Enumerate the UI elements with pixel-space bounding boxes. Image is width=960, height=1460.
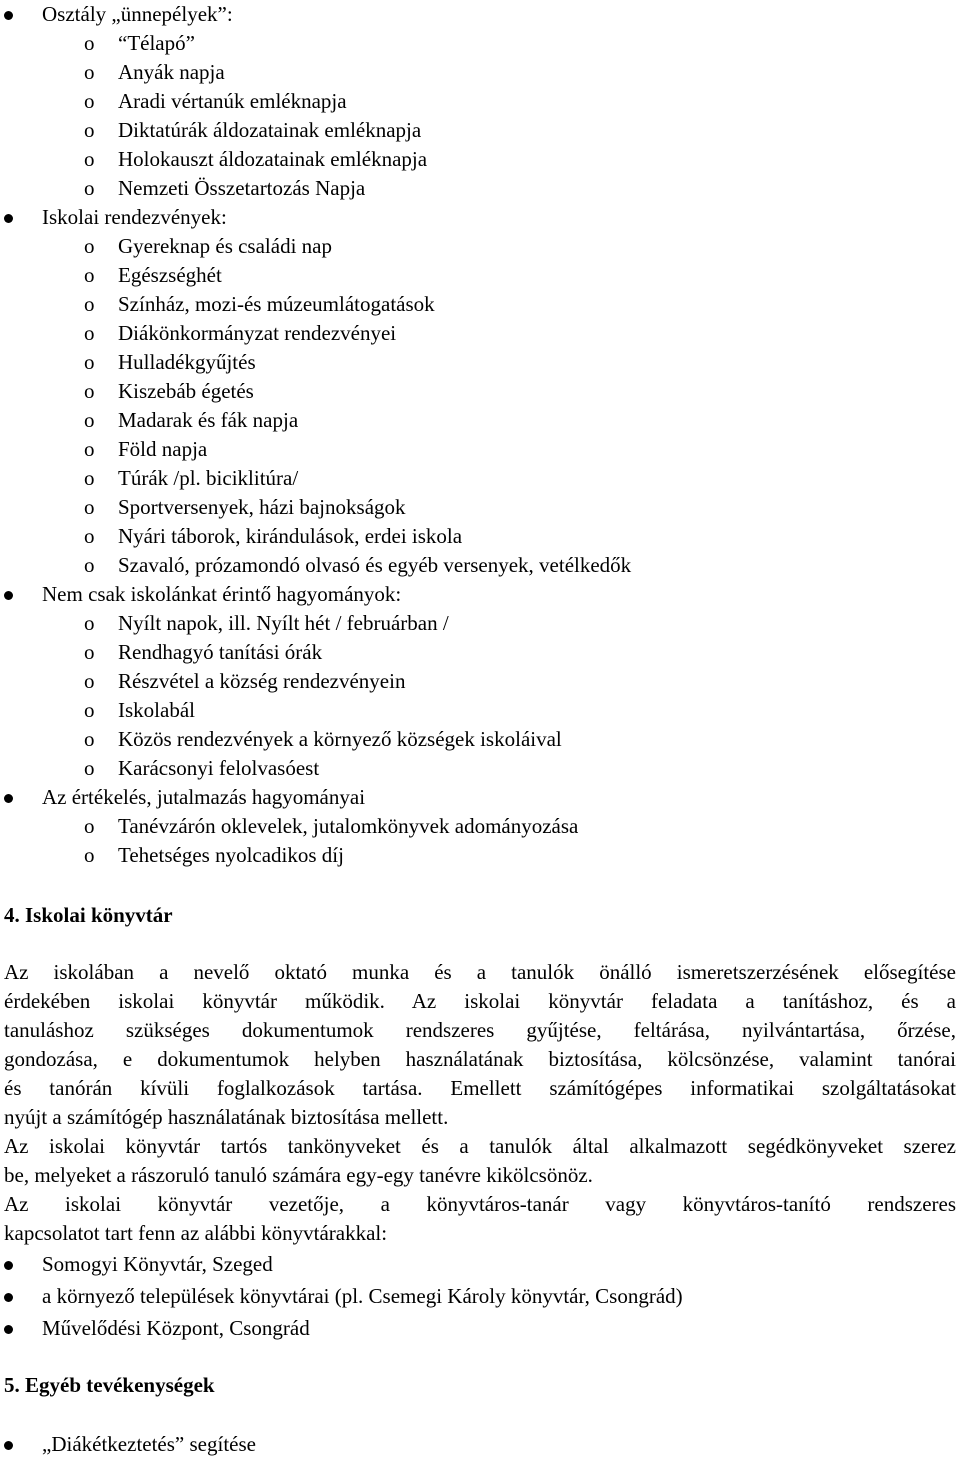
sub-bullet-marker: o: [84, 321, 95, 345]
paragraph-line: be, melyeket a rászoruló tanuló számára egy-egy tanévre kikölcsönöz.: [4, 1163, 593, 1187]
paragraph-line: és tanórán kívüli foglalkozások tartása. Emellett számítógépes informatikai szolgáltatásokat: [4, 1076, 956, 1100]
bullet-dot: [4, 1441, 13, 1450]
bullet-dot: [4, 11, 13, 20]
list-item-text: Nyári táborok, kirándulások, erdei iskola: [118, 524, 463, 548]
paragraph-line: gondozása, e dokumentumok helyben használatának biztosítása, kölcsönzése, valamint tanórai: [4, 1047, 956, 1071]
sub-bullet-marker: o: [84, 814, 95, 838]
list-item-text: Nyílt napok, ill. Nyílt hét / februárban /: [118, 611, 449, 635]
list-item-text: Részvétel a község rendezvényein: [118, 669, 406, 693]
sub-bullet-marker: o: [84, 350, 95, 374]
list-item-text: Kiszebáb égetés: [118, 379, 254, 403]
list-item-text: Föld napja: [118, 437, 208, 461]
paragraph-line: érdekében iskolai könyvtár működik. Az iskolai könyvtár feladata a tanításhoz, és a: [4, 989, 956, 1013]
sub-bullet-marker: o: [84, 31, 95, 55]
sub-bullet-marker: o: [84, 698, 95, 722]
paragraph-line: Az iskolai könyvtár tartós tankönyveket és a tanulók által alkalmazott segédkönyveket szerez: [4, 1134, 956, 1158]
list-item-text: Hulladékgyűjtés: [118, 350, 256, 374]
sub-bullet-marker: o: [84, 60, 95, 84]
list-item-text: Az értékelés, jutalmazás hagyományai: [42, 785, 366, 809]
list-item-text: Madarak és fák napja: [118, 408, 299, 432]
list-item-text: Karácsonyi felolvasóest: [118, 756, 320, 780]
list-item-text: Színház, mozi-és múzeumlátogatások: [118, 292, 435, 316]
sub-bullet-marker: o: [84, 408, 95, 432]
list-item-text: Iskolabál: [118, 698, 195, 722]
list-item-text: Közös rendezvények a környező községek iskoláival: [118, 727, 562, 751]
sub-bullet-marker: o: [84, 466, 95, 490]
section-heading: 5. Egyéb tevékenységek: [4, 1373, 215, 1397]
sub-bullet-marker: o: [84, 89, 95, 113]
paragraph-line: tanuláshoz szükséges dokumentumok rendszeres gyűjtése, feltárása, nyilvántartása, őrzése,: [4, 1018, 956, 1042]
list-item-text: Túrák /pl. biciklitúra/: [118, 466, 299, 490]
sub-bullet-marker: o: [84, 611, 95, 635]
paragraph-line: Az iskolában a nevelő oktató munka és a tanulók önálló ismeretszerzésének elősegítése: [4, 960, 956, 984]
sub-bullet-marker: o: [84, 495, 95, 519]
sub-bullet-marker: o: [84, 234, 95, 258]
paragraph-line: Az iskolai könyvtár vezetője, a könyvtáros-tanár vagy könyvtáros-tanító rendszeres: [4, 1192, 956, 1216]
list-item-text: Diákönkormányzat rendezvényei: [118, 321, 397, 345]
bullet-dot: [4, 1293, 13, 1302]
list-item-text: Iskolai rendezvények:: [42, 205, 227, 229]
list-item-text: Tehetséges nyolcadikos díj: [118, 843, 344, 867]
sub-bullet-marker: o: [84, 437, 95, 461]
list-item-text: Rendhagyó tanítási órák: [118, 640, 323, 664]
sub-bullet-marker: o: [84, 727, 95, 751]
section-heading: 4. Iskolai könyvtár: [4, 903, 173, 927]
bullet-dot: [4, 1261, 13, 1270]
list-item-text: Anyák napja: [118, 60, 225, 84]
sub-bullet-marker: o: [84, 553, 95, 577]
sub-bullet-marker: o: [84, 263, 95, 287]
list-item-text: “Télapó”: [118, 31, 195, 55]
sub-bullet-marker: o: [84, 669, 95, 693]
sub-bullet-marker: o: [84, 640, 95, 664]
list-item-text: Nem csak iskolánkat érintő hagyományok:: [42, 582, 402, 606]
list-item-text: Szavaló, prózamondó olvasó és egyéb versenyek, vetélkedők: [118, 553, 632, 577]
paragraph: [4, 1132, 956, 1190]
paragraph-line: kapcsolatot tart fenn az alábbi könyvtárakkal:: [4, 1221, 388, 1245]
list-item-text: Egészséghét: [118, 263, 222, 287]
sub-bullet-marker: o: [84, 118, 95, 142]
paragraph-line: nyújt a számítógép használatának biztosítása mellett.: [4, 1105, 449, 1129]
sub-bullet-marker: o: [84, 524, 95, 548]
sub-bullet-marker: o: [84, 147, 95, 171]
paragraph: [4, 1190, 956, 1248]
bullet-dot: [4, 1325, 13, 1334]
paragraph: [4, 958, 956, 1132]
bullet-dot: [4, 591, 13, 600]
list-item-text: „Diákétkeztetés” segítése: [42, 1432, 256, 1456]
sub-bullet-marker: o: [84, 756, 95, 780]
list-item-text: Tanévzárón oklevelek, jutalomkönyvek adományozása: [118, 814, 579, 838]
list-item-text: Osztály „ünnepélyek”:: [42, 2, 233, 26]
list-item-text: Aradi vértanúk emléknapja: [118, 89, 347, 113]
list-item-text: Nemzeti Összetartozás Napja: [118, 176, 366, 200]
bullet-dot: [4, 214, 13, 223]
list-item-text: Gyereknap és családi nap: [118, 234, 332, 258]
sub-bullet-marker: o: [84, 176, 95, 200]
sub-bullet-marker: o: [84, 379, 95, 403]
sub-bullet-marker: o: [84, 843, 95, 867]
list-item-text: Művelődési Központ, Csongrád: [42, 1316, 310, 1340]
list-item-text: Somogyi Könyvtár, Szeged: [42, 1252, 273, 1276]
list-item-text: Diktatúrák áldozatainak emléknapja: [118, 118, 422, 142]
list-item-text: a környező települések könyvtárai (pl. Csemegi Károly könyvtár, Csongrád): [42, 1284, 683, 1308]
bullet-dot: [4, 794, 13, 803]
sub-bullet-marker: o: [84, 292, 95, 316]
list-item-text: Holokauszt áldozatainak emléknapja: [118, 147, 428, 171]
list-item-text: Sportversenyek, házi bajnokságok: [118, 495, 406, 519]
